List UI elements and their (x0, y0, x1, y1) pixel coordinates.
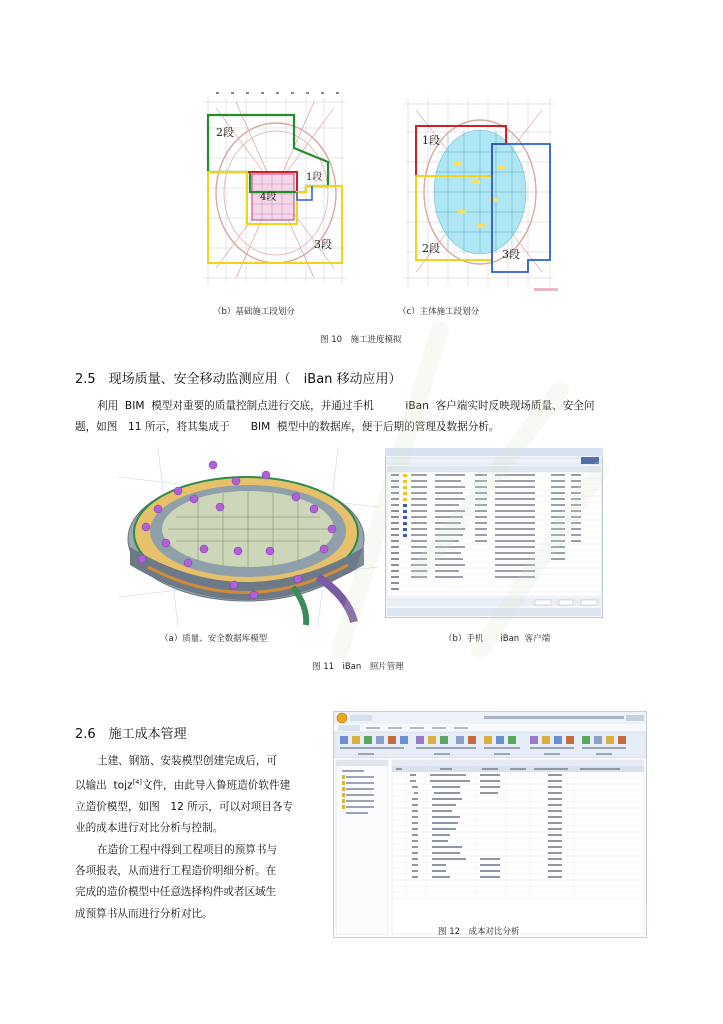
figure-10-right-image (398, 92, 560, 295)
figure-10-sub-a: （b）基础施工段划分 (213, 307, 295, 317)
section-2-6-line-8: 成预算书从而进行分析对比。 (75, 907, 213, 920)
fig10-right-label-3: 3段 (502, 248, 520, 261)
fig10-left-label-3: 3段 (314, 238, 332, 251)
citation-ref[interactable]: [4] (132, 778, 142, 787)
figure-11-sub-a: （a）质量、安全数据库模型 (160, 634, 268, 644)
section-2-6-heading: 2.6 施工成本管理 (75, 727, 187, 742)
section-2-6-line-7: 完成的造价模型中任意选择构件或者区域生 (75, 886, 277, 899)
figure-11-caption: 图 11 iBan 照片管理 (312, 662, 404, 672)
figure-10-sub-b: （c）主体施工段划分 (398, 307, 480, 317)
watermark-graphic (300, 270, 620, 690)
section-2-6-line-2b: 文件，由此导入鲁班造价软件建 (141, 779, 291, 792)
section-2-5-heading: 2.5 现场质量、安全移动监测应用（ iBan 移动应用） (75, 372, 402, 387)
section-2-5-line-1: 利用 BIM 模型对重要的质量控制点进行交底，并通过手机 iBan 客户端实时反映现场质量、安全问 (97, 400, 595, 412)
section-2-6-line-2 (75, 772, 325, 797)
section-2-6-line-5: 在造价工程中得到工程项目的预算书与 (97, 843, 278, 856)
fig10-right-label-1: 1段 (422, 134, 440, 147)
section-2-6-line-1: 土建、钢筋、安装模型创建完成后，可 (97, 755, 278, 767)
fig10-left-label-4: 4段 (260, 192, 277, 203)
section-2-6-line-6: 各项报表，从而进行工程造价明细分析。在 (75, 865, 277, 878)
fig10-left-label-1: 1段 (306, 172, 323, 183)
fig10-right-label-2: 2段 (422, 242, 440, 255)
figure-12-image (333, 711, 647, 938)
figure-12-caption: 图 12 成本对比分析 (438, 927, 520, 937)
section-2-6-line-2a: 以输出 tojz (75, 779, 133, 792)
fig10-left-label-2: 2段 (216, 126, 234, 139)
section-2-6-paragraph (75, 751, 325, 925)
section-2-5-line-2: 题，如图 11 所示，将其集成于 BIM 模型中的数据库，便于后期的管理及数据分析。 (75, 421, 500, 434)
figure-10-left-image (196, 88, 354, 293)
section-2-6-line-4: 业的成本进行对比分析与控制。 (75, 822, 224, 835)
section-2-6-line-3: 立造价模型，如图 12 所示，可以对项目各专 (75, 801, 294, 814)
figure-11-sub-b: （b）手机 iBan 客户端 (444, 634, 551, 644)
figure-10-caption: 图 10 施工进度模拟 (320, 335, 402, 345)
